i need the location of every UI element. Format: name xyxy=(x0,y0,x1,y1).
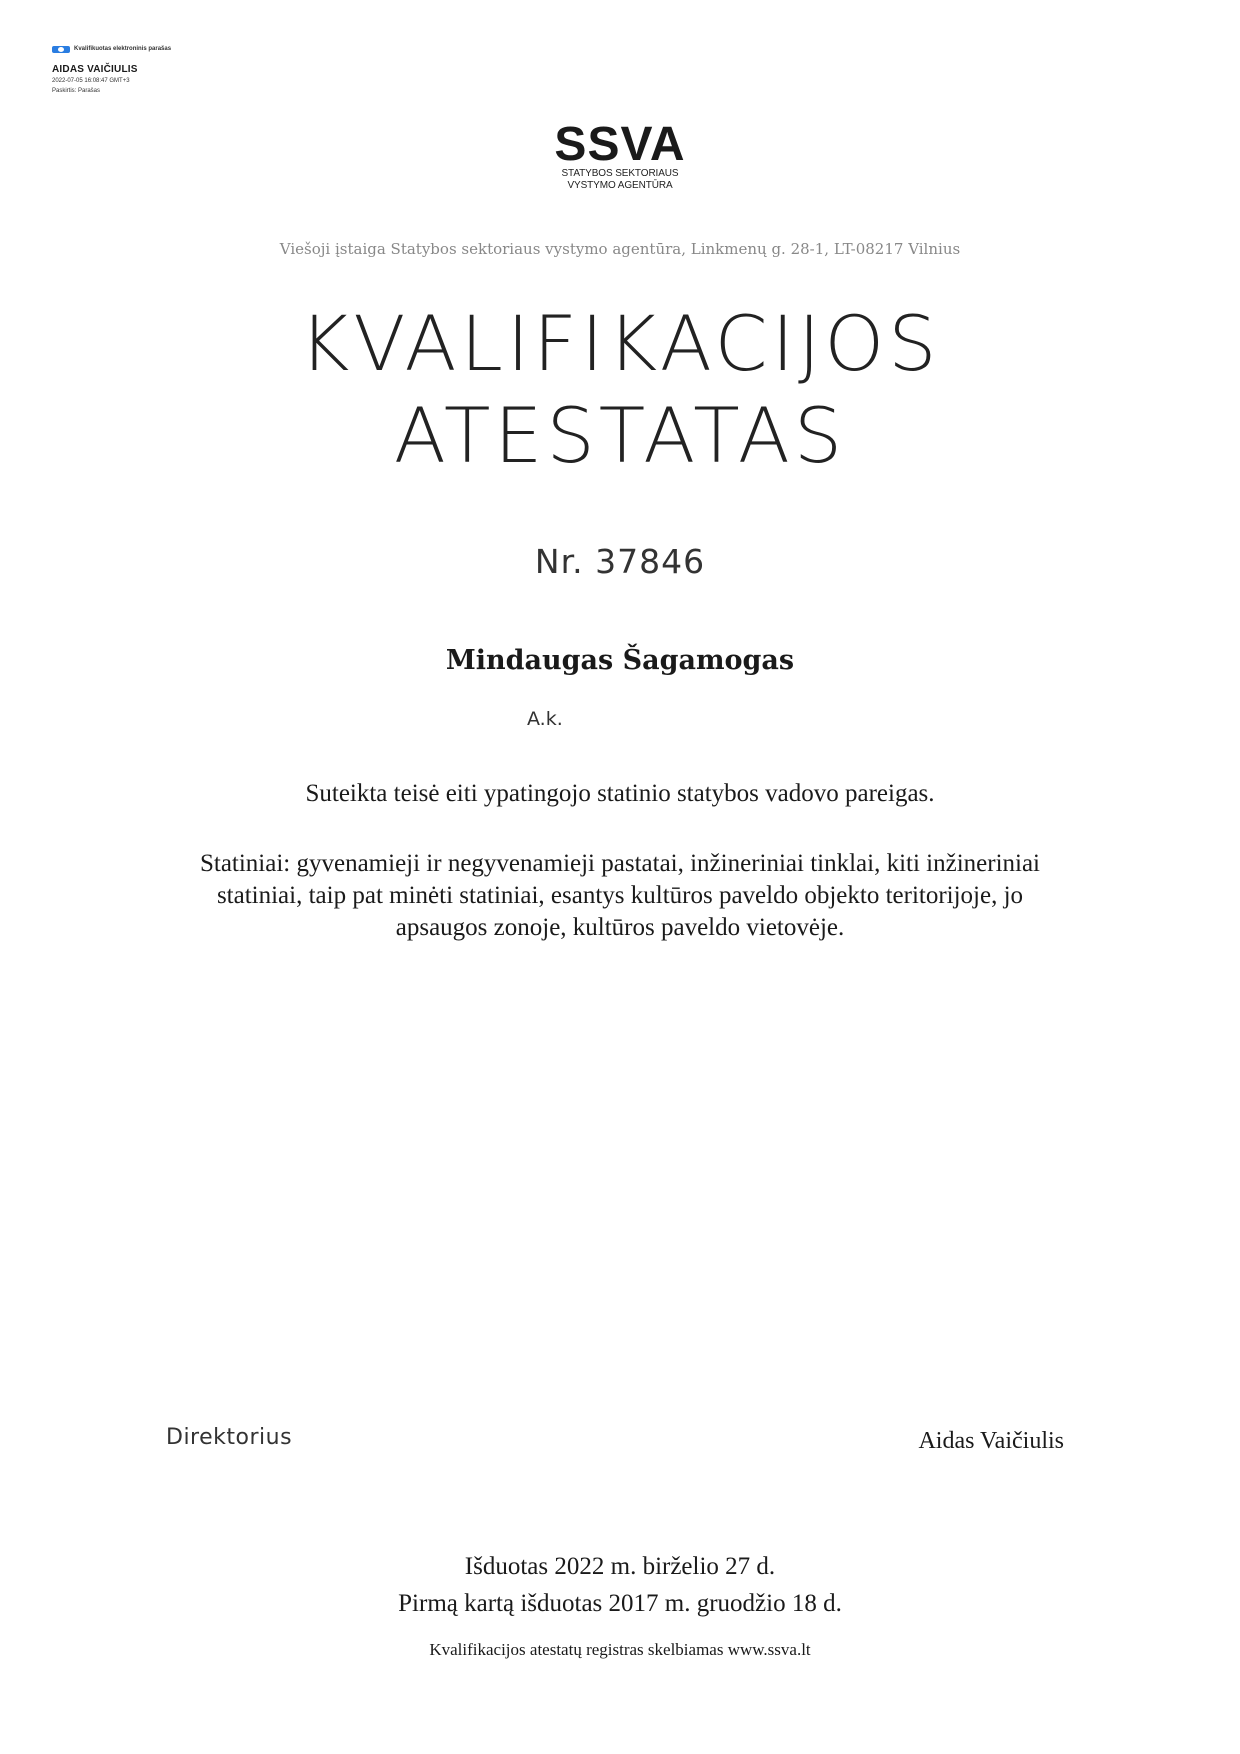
personal-code-label: A.k. xyxy=(527,708,563,730)
esignature-signer: AIDAS VAIČIULIS xyxy=(52,63,138,75)
holder-name: Mindaugas Šagamogas xyxy=(445,645,795,676)
structures-line1: Statiniai: gyvenamieji ir negyvenamieji pastatai, inžineriniai tinklai, kiti inžineriniai xyxy=(199,850,1041,877)
esignature-datetime: 2022-07-05 16:08:47 GMT+3 xyxy=(52,78,130,84)
document-title xyxy=(0,298,1240,482)
ssva-logo xyxy=(0,118,1240,192)
right-granted-statement: Suteikta teisė eiti ypatingojo statinio statybos vadovo pareigas. xyxy=(305,780,935,807)
signatory-title: Direktorius xyxy=(166,1425,293,1450)
title-line1: KVALIFIKACIJOS xyxy=(299,299,941,388)
esignature-label: Kvalifikuotas elektroninis parašas xyxy=(74,46,172,52)
logo-subtitle-line2: VYSTYMO AGENTŪRA xyxy=(567,180,673,191)
registry-note: Kvalifikacijos atestatų registras skelbiamas www.ssva.lt xyxy=(429,1640,811,1659)
issued-first: Pirmą kartą išduotas 2017 m. gruodžio 18 d. xyxy=(398,1590,842,1617)
certificate-number: Nr. 37846 xyxy=(534,542,706,581)
issue-dates xyxy=(0,1548,1240,1622)
title-line2: ATESTATAS xyxy=(393,391,847,480)
issued-current: Išduotas 2022 m. birželio 27 d. xyxy=(464,1553,776,1580)
logo-main-text: SSVA xyxy=(554,118,686,171)
esignature-header xyxy=(52,46,171,54)
logo-subtitle-line1: STATYBOS SEKTORIAUS xyxy=(561,168,679,179)
signatory-name: Aidas Vaičiulis xyxy=(918,1428,1064,1454)
structures-scope xyxy=(120,848,1120,944)
electronic-signature-stamp xyxy=(52,46,171,95)
organization-address: Viešoji įstaiga Statybos sektoriaus vystymo agentūra, Linkmenų g. 28-1, LT-08217 Vilnius xyxy=(279,240,961,258)
esignature-logo-icon xyxy=(52,46,70,53)
esignature-purpose: Paskirtis: Parašas xyxy=(52,87,101,94)
structures-line3: apsaugos zonoje, kultūros paveldo vietovėje. xyxy=(395,914,845,941)
structures-line2: statiniai, taip pat minėti statiniai, esantys kultūros paveldo objekto teritorijoje, jo xyxy=(216,882,1024,909)
